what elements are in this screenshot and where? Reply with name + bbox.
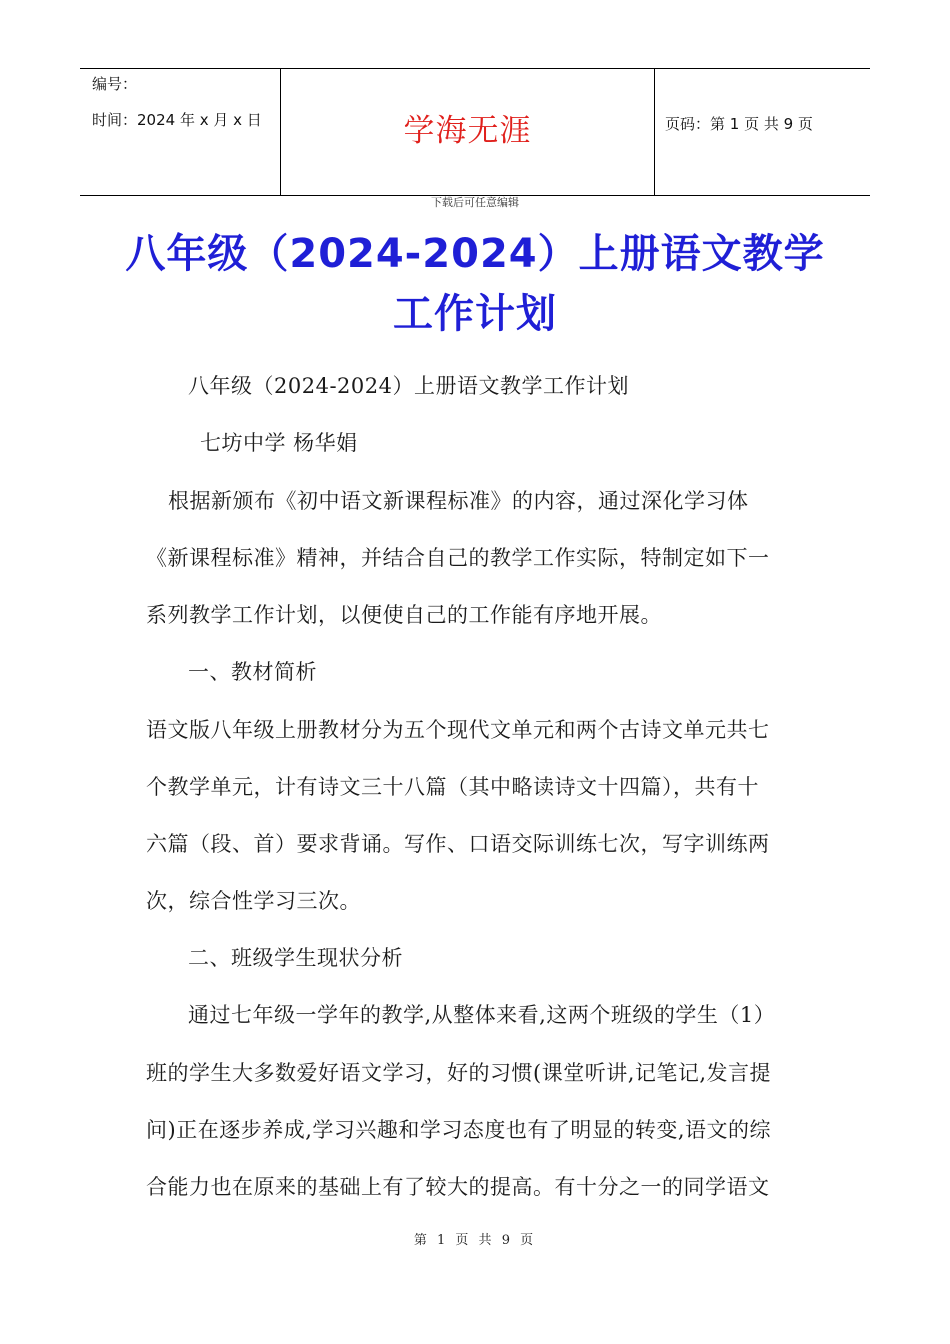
section-heading: 一、教材简析 <box>188 660 317 684</box>
paragraph-line: 合能力也在原来的基础上有了较大的提高。有十分之一的同学语文 <box>146 1175 770 1199</box>
paragraph-line: 通过七年级一学年的教学,从整体来看,这两个班级的学生（1） <box>188 1003 776 1027</box>
page-number-label: 页码：第 1 页 共 9 页 <box>665 115 813 133</box>
brand-title: 学海无涯 <box>403 113 532 149</box>
author-line: 七坊中学 杨华娟 <box>200 431 358 455</box>
title-line-2: 工作计划 <box>393 291 557 337</box>
download-note: 下载后可任意编辑 <box>431 196 519 209</box>
subtitle-line: 八年级（2024-2024）上册语文教学工作计划 <box>188 374 629 398</box>
paragraph-line: 六篇（段、首）要求背诵。写作、口语交际训练七次，写字训练两 <box>146 832 770 856</box>
paragraph-line: 个教学单元，计有诗文三十八篇（其中略读诗文十四篇），共有十 <box>146 775 759 799</box>
paragraph-line: 班的学生大多数爱好语文学习，好的习惯(课堂听讲,记笔记,发言提 <box>146 1061 772 1085</box>
document-date-label: 时间：2024 年 x 月 x 日 <box>92 111 262 129</box>
paragraph-line: 根据新颁布《初中语文新课程标准》的内容，通过深化学习体 <box>168 489 749 513</box>
document-title <box>100 224 850 344</box>
header-table <box>80 68 870 196</box>
page-footer: 第 1 页 共 9 页 <box>413 1233 537 1248</box>
section-heading: 二、班级学生现状分析 <box>188 946 403 970</box>
paragraph-line: 次，综合性学习三次。 <box>146 889 361 913</box>
paragraph-line: 《新课程标准》精神，并结合自己的教学工作实际，特制定如下一 <box>146 546 770 570</box>
paragraph-line: 问)正在逐步养成,学习兴趣和学习态度也有了明显的转变,语文的综 <box>146 1118 772 1142</box>
document-number-label: 编号： <box>92 75 138 93</box>
title-line-1: 八年级（2024-2024）上册语文教学 <box>125 231 825 277</box>
header-left-cell <box>80 69 281 195</box>
paragraph-line: 语文版八年级上册教材分为五个现代文单元和两个古诗文单元共七 <box>146 718 770 742</box>
paragraph-line: 系列教学工作计划，以便使自己的工作能有序地开展。 <box>146 603 662 627</box>
header-right-cell <box>655 69 870 195</box>
header-center-cell <box>281 69 655 195</box>
